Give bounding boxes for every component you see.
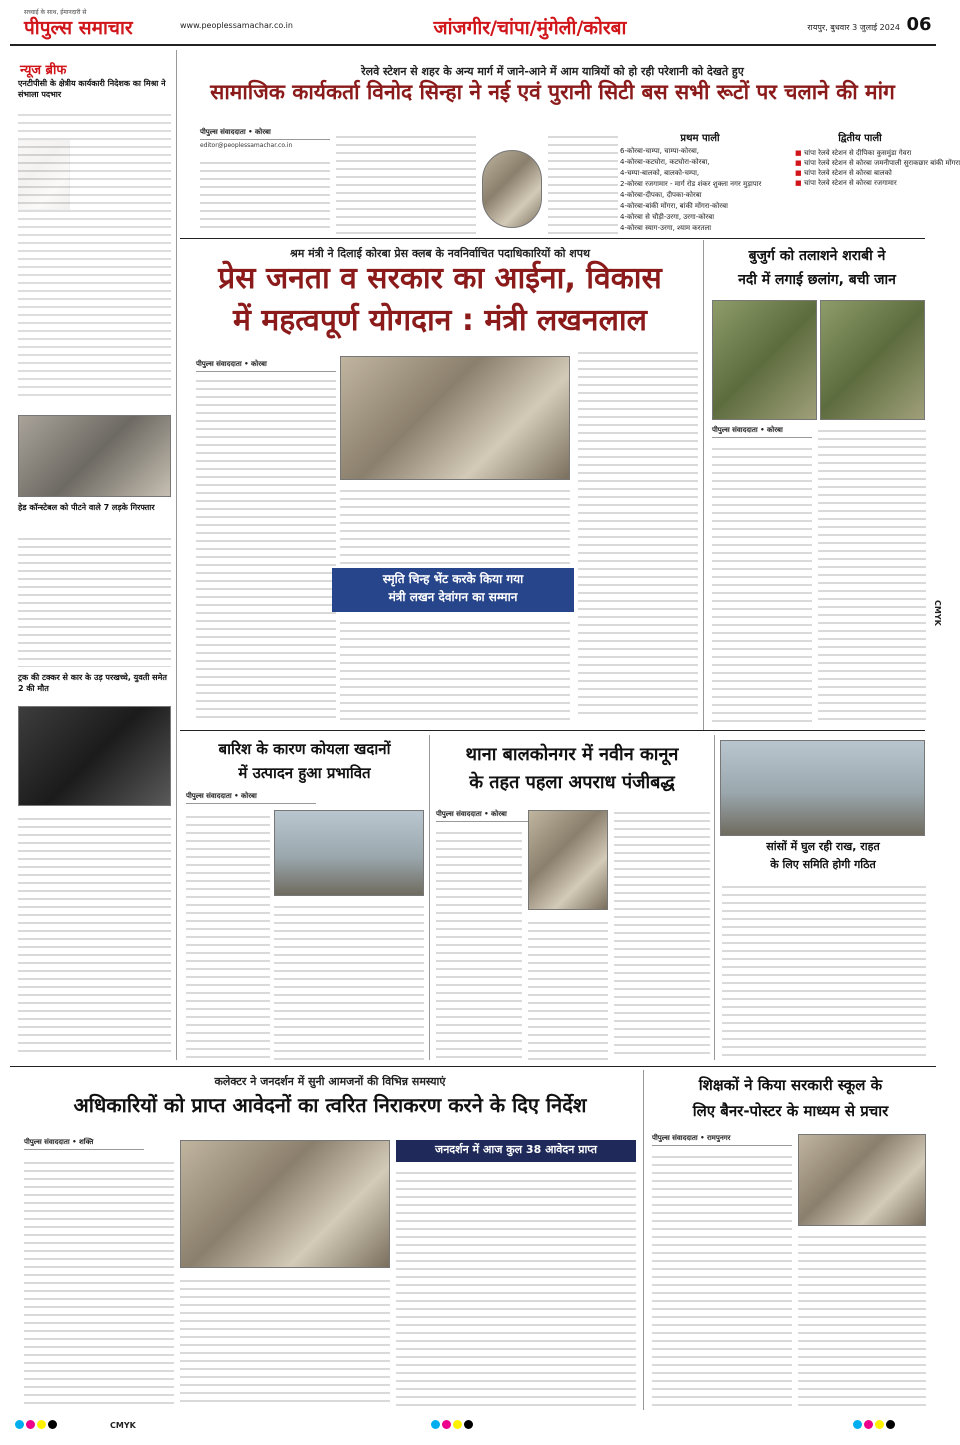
column-rule-bottom xyxy=(643,1070,644,1410)
column-rule-coal xyxy=(429,735,430,1060)
page-number: 06 xyxy=(906,14,932,35)
news-brief-column xyxy=(10,50,173,1060)
story5-headline-1: थाना बालकोनगर में नवीन कानून xyxy=(465,744,679,765)
brief-accident-photo xyxy=(18,706,171,806)
masthead xyxy=(10,8,936,44)
story4-byline: पीपुल्स संवाददाता • कोरबा xyxy=(186,792,316,804)
story3-headline-1: बुजुर्ग को तलाशने शराबी ने xyxy=(748,248,886,264)
story1-text-2 xyxy=(336,130,476,234)
shift2-list xyxy=(795,148,960,236)
section-title: जांजगीर/चांपा/मुंगेली/कोरबा xyxy=(433,17,627,39)
story7-text-3 xyxy=(396,1166,636,1406)
story6-photo xyxy=(720,740,925,836)
shift1-item: 4-कोरबा स्याग-उरगा, श्याम करतला xyxy=(620,224,712,232)
story8-byline: पीपुल्स संवाददाता • रामपुनगर xyxy=(652,1134,792,1146)
story7-text xyxy=(24,1156,174,1406)
brief-headline: एनटीपीसी के क्षेत्रीय कार्यकारी निदेशक का मिश्रा ने संभाला पदभार xyxy=(18,79,166,99)
shift1-item: 2-कोरबा रजगामार - मार्ग रोड शंकर शुक्ला नगर मुड़ापार xyxy=(620,180,762,188)
rule-2 xyxy=(180,730,925,731)
shift1-item: 4-चम्पा-बालको, बालको-चम्पा, xyxy=(620,169,700,177)
story8-headline-2: लिए बैनर-पोस्टर के माध्यम से प्रचार xyxy=(692,1102,889,1120)
story7-headline: अधिकारियों को प्राप्त आवेदनों का त्वरित निराकरण करने के दिए निर्देश xyxy=(73,1093,587,1117)
shift1-item: 6-कोरबा-चाम्पा, चाम्पा-कोरबा, xyxy=(620,147,699,155)
dateline: रायपुर, बुधवार 3 जुलाई 2024 xyxy=(807,23,900,32)
story4-text xyxy=(186,810,270,1060)
column-rule-thana xyxy=(714,735,715,1060)
column-rule-mid xyxy=(703,240,704,730)
shift2-item: ■ चांपा रेलवे स्टेशन से दीपिका कुसमुंडा गेवरा xyxy=(795,148,925,158)
masthead-logo: पीपुल्स समाचार xyxy=(24,17,133,39)
story6-caption-1: सांसों में घुल रही राख, राहत xyxy=(766,840,880,853)
story2-text-2 xyxy=(340,484,570,564)
brief-group-photo xyxy=(18,415,171,497)
footer-color-bar xyxy=(10,1418,936,1436)
story2-text-4 xyxy=(578,346,698,720)
shift2-item: ■ चांपा रेलवे स्टेशन से कोरबा बालको xyxy=(795,168,925,178)
story4-headline-2: में उत्पादन हुआ प्रभावित xyxy=(238,764,371,782)
masthead-rule xyxy=(10,44,936,46)
story3-text xyxy=(712,442,812,726)
story2-text xyxy=(196,374,336,720)
footer-cmyk-right xyxy=(852,1420,932,1434)
story5-text xyxy=(436,826,522,1060)
story8-text xyxy=(652,1150,792,1406)
rule-1 xyxy=(180,238,925,239)
brief-text xyxy=(18,108,171,398)
shift1-item: 4-कोरबा-दीपका, दीपका-कोरबा xyxy=(620,191,702,199)
story7-text-2 xyxy=(180,1274,390,1406)
shift1-list xyxy=(620,146,790,234)
story2-headline-1: प्रेस जनता व सरकार का आईना, विकास xyxy=(218,261,662,296)
story1-kicker: रेलवे स्टेशन से शहर के अन्य मार्ग में जाने-आने में आम यात्रियों को हो रही परेशानी को देखते हुए xyxy=(361,65,744,78)
shift2-title: द्वितीय पाली xyxy=(838,133,882,144)
brief-tag: न्यूज ब्रीफ xyxy=(20,63,67,78)
story7-byline: पीपुल्स संवाददाता • शक्ति xyxy=(24,1138,144,1150)
masthead-url[interactable]: www.peoplessamachar.co.in xyxy=(180,21,293,30)
shift2-item: ■ चांपा रेलवे स्टेशन से कोरबा रजगामार xyxy=(795,178,925,188)
story5-portrait xyxy=(528,810,608,910)
brief-text-3 xyxy=(18,812,171,1052)
story7-photo xyxy=(180,1140,390,1268)
story6-text xyxy=(722,880,926,1060)
footer-cmyk-label: CMYK xyxy=(110,1421,136,1430)
story3-headline-2: नदी में लगाई छलांग, बची जान xyxy=(738,272,896,288)
footer-cmyk-left xyxy=(14,1420,94,1434)
shift1-item: 4-कोरबा से चौड़ी-उरगा, उरगा-कोरबा xyxy=(620,213,715,221)
story8-text-2 xyxy=(798,1230,926,1406)
story2-headline-2: में महत्वपूर्ण योगदान : मंत्री लखनलाल xyxy=(232,303,648,338)
story8-photo xyxy=(798,1134,926,1226)
rule-3 xyxy=(10,1066,936,1067)
story7-box-text: जनदर्शन में आज कुल 38 आवेदन प्राप्त xyxy=(435,1143,597,1156)
story5-headline-2: के तहत पहला अपराध पंजीबद्ध xyxy=(469,772,675,793)
shift1-title: प्रथम पाली xyxy=(680,133,720,144)
story8-headline-1: शिक्षकों ने किया सरकारी स्कूल के xyxy=(698,1076,883,1094)
story3-photo-1 xyxy=(712,300,817,420)
story1-headline: सामाजिक कार्यकर्ता विनोद सिन्हा ने नई एवं पुरानी सिटी बस सभी रूटों पर चलाने की मांग xyxy=(210,80,895,104)
story5-text-2 xyxy=(528,916,608,1060)
story1-text-3 xyxy=(548,130,618,234)
story2-photo xyxy=(340,356,570,480)
story1-portrait xyxy=(482,150,542,228)
story1-email[interactable]: editor@peoplessamachar.co.in xyxy=(200,142,293,149)
shift2-item: ■ चांपा रेलवे स्टेशन से कोरबा जमनीपाली सुराकछार बांकी मोंगरा xyxy=(795,158,925,168)
brief-headline-2: हेड कॉन्स्टेबल को पीटने वाले 7 लड़के गिरफ्तार xyxy=(18,503,155,512)
story5-byline: पीपुल्स संवाददाता • कोरबा xyxy=(436,810,566,822)
story2-kicker: श्रम मंत्री ने दिलाई कोरबा प्रेस क्लब के नवनिर्वाचित पदाधिकारियों को शपथ xyxy=(289,247,591,260)
brief-text-2 xyxy=(18,532,171,667)
brief-headline-3: ट्रक की टक्कर से कार के उड़ परखच्चे, युवती समेत 2 की मौत xyxy=(18,673,167,693)
shift1-item: 4-कोरबा-कटघोरा, कटघोरा-कोरबा, xyxy=(620,158,710,166)
story3-photo-2 xyxy=(820,300,925,420)
side-cmyk-label: CMYK xyxy=(933,600,942,626)
story4-text-2 xyxy=(274,900,424,1060)
column-rule-left xyxy=(176,50,177,1060)
story2-byline: पीपुल्स संवाददाता • कोरबा xyxy=(196,360,336,372)
story2-text-3 xyxy=(340,616,570,720)
story3-byline: पीपुल्स संवाददाता • कोरबा xyxy=(712,426,812,438)
story1-text xyxy=(200,156,330,234)
story2-box-line2: मंत्री लखन देवांगन का सम्मान xyxy=(388,590,518,604)
story4-photo xyxy=(274,810,424,896)
story6-caption-2: के लिए समिति होगी गठित xyxy=(770,858,876,871)
masthead-tagline: सच्चाई के साथ, ईमानदारी से xyxy=(24,9,87,16)
story4-headline-1: बारिश के कारण कोयला खदानों xyxy=(218,740,391,758)
story7-kicker: कलेक्टर ने जनदर्शन में सुनी आमजनों की विभिन्न समस्याएं xyxy=(214,1075,446,1088)
story5-text-3 xyxy=(614,806,710,1060)
footer-cmyk-mid xyxy=(430,1420,510,1434)
story1-byline: पीपुल्स संवाददाता • कोरबा xyxy=(200,128,330,140)
shift1-item: 4-कोरबा-बांकी मोंगरा, बांकी मोंगरा-कोरबा xyxy=(620,202,728,210)
story2-box-line1: स्मृति चिन्ह भेंट करके किया गया xyxy=(382,572,524,586)
story3-text-2 xyxy=(818,424,926,726)
